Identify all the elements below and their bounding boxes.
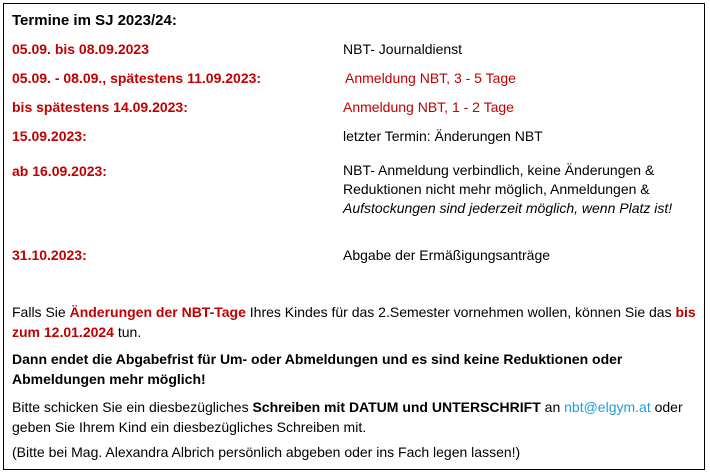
schedule-desc-5-line3: Aufstockungen sind jederzeit möglich, wenn Platz ist! — [343, 200, 673, 216]
para1-text-1: Falls Sie — [12, 304, 70, 320]
email-link[interactable]: nbt@elgym.at — [564, 399, 651, 415]
page-title: Termine im SJ 2023/24: — [12, 12, 177, 29]
schedule-desc-3: Anmeldung NBT, 1 - 2 Tage — [343, 99, 514, 115]
para3-highlight-letter: Schreiben mit DATUM und UNTERSCHRIFT — [252, 399, 541, 415]
para1-text-2: Ihres Kindes für das 2.Semester vornehmen wollen, können Sie das — [245, 304, 676, 320]
para3-text-3: oder geben Sie Ihrem Kind ein diesbezügliches Schreiben mit. — [12, 399, 683, 435]
schedule-date-6: 31.10.2023: — [12, 247, 87, 263]
schedule-desc-5-line1: NBT- Anmeldung verbindlich, keine Änderungen & — [343, 162, 655, 178]
schedule-desc-2: Anmeldung NBT, 3 - 5 Tage — [345, 70, 516, 86]
para1-text-3: tun. — [113, 324, 142, 340]
para1-highlight-deadline: bis zum 12.01.2024 — [12, 304, 696, 340]
schedule-desc-1: NBT- Journaldienst — [343, 41, 463, 57]
schedule-desc-4: letzter Termin: Änderungen NBT — [343, 128, 543, 144]
schedule-date-2: 05.09. - 08.09., spätestens 11.09.2023: — [12, 70, 262, 86]
para3-text-2: an — [540, 399, 565, 415]
para1-highlight-changes: Änderungen der NBT-Tage — [69, 304, 246, 320]
paragraph-hand-in: (Bitte bei Mag. Alexandra Albrich persönlich abgeben oder ins Fach legen lassen!) — [12, 444, 521, 460]
schedule-date-3: bis spätestens 14.09.2023: — [12, 99, 188, 115]
paragraph-send-letter — [12, 397, 697, 437]
schedule-desc-5-line2: Reduktionen nicht mehr möglich, Anmeldungen & — [343, 181, 650, 197]
schedule-date-4: 15.09.2023: — [12, 128, 87, 144]
schedule-date-1: 05.09. bis 08.09.2023 — [12, 41, 149, 57]
schedule-desc-6: Abgabe der Ermäßigungsanträge — [343, 247, 551, 263]
schedule-desc-5 — [343, 161, 703, 218]
para3-text-1: Bitte schicken Sie ein diesbezügliches — [12, 399, 253, 415]
paragraph-changes — [12, 302, 697, 342]
schedule-date-5: ab 16.09.2023: — [12, 163, 107, 179]
paragraph-deadline-end: Dann endet die Abgabefrist für Um- oder Abmeldungen und es sind keine Reduktionen oder Abmeldungen mehr möglich! — [12, 351, 623, 387]
